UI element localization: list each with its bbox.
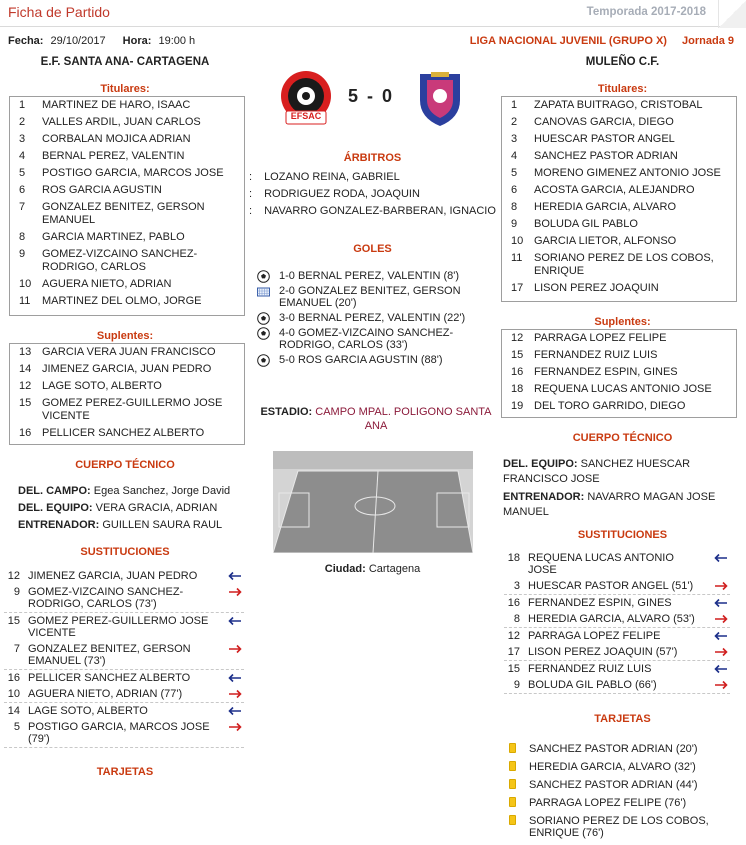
- list-item: 2 CANOVAS GARCIA, DIEGO: [511, 116, 674, 128]
- list-item: 3 HUESCAR PASTOR ANGEL (51'): [504, 578, 730, 594]
- player-name: PELLICER SANCHEZ ALBERTO: [42, 427, 205, 439]
- home-team-crest[interactable]: [278, 70, 334, 126]
- list-item: 16 PELLICER SANCHEZ ALBERTO: [19, 427, 205, 439]
- list-item: 11 SORIANO PEREZ DE LOS COBOS, ENRIQUE: [511, 252, 714, 277]
- player-name: BOLUDA GIL PABLO: [534, 218, 638, 230]
- list-item: 11 MARTINEZ DEL OLMO, JORGE: [19, 295, 202, 307]
- date-label: Fecha:: [8, 35, 44, 47]
- list-item: 12 PARRAGA LOPEZ FELIPE: [511, 332, 667, 344]
- substitution-out-icon: [228, 689, 242, 699]
- goals-list: [257, 270, 495, 369]
- list-item: 6 ACOSTA GARCIA, ALEJANDRO: [511, 184, 695, 196]
- player-name: MORENO GIMENEZ ANTONIO JOSE: [534, 167, 721, 179]
- player-name: ACOSTA GARCIA, ALEJANDRO: [534, 184, 695, 196]
- list-item: 18 REQUENA LUCAS ANTONIO JOSE: [511, 383, 712, 395]
- player-name: FERNANDEZ ESPIN, GINES: [534, 366, 678, 378]
- list-item: 6 ROS GARCIA AGUSTIN: [19, 184, 162, 196]
- yellow-card-icon: [509, 779, 516, 789]
- player-name: GARCIA LIETOR, ALFONSO: [534, 235, 677, 247]
- list-item: 9 GOMEZ-VIZCAINO SANCHEZ-RODRIGO, CARLOS (73'): [4, 584, 244, 612]
- staff-row: DEL. EQUIPO: SANCHEZ HUESCAR FRANCISCO JOSE: [503, 458, 691, 485]
- list-item: 16 PELLICER SANCHEZ ALBERTO: [4, 670, 244, 686]
- list-item: 8 HEREDIA GARCIA, ALVARO (53'): [504, 611, 730, 627]
- city-name: Cartagena: [368, 563, 421, 575]
- list-item: 18 REQUENA LUCAS ANTONIO JOSE: [504, 550, 730, 578]
- away-team-name: MULEÑO C.F.: [585, 56, 660, 68]
- list-item: : RODRIGUEZ RODA, JOAQUIN: [249, 188, 420, 200]
- home-team-name: E.F. SANTA ANA- CARTAGENA: [40, 56, 210, 68]
- list-item: SANCHEZ PASTOR ADRIAN (44'): [505, 779, 741, 791]
- stadium-label: ESTADIO:: [260, 406, 313, 418]
- substitution-out-icon: [714, 581, 728, 591]
- stadium-photo: [273, 451, 473, 553]
- list-item: 9 BOLUDA GIL PABLO (66'): [504, 677, 730, 693]
- yellow-card-icon: [509, 743, 516, 753]
- substitution-out-icon: [228, 644, 242, 654]
- player-name: MARTINEZ DE HARO, ISAAC: [42, 99, 191, 111]
- list-item: 14 JIMENEZ GARCIA, JUAN PEDRO: [19, 363, 212, 375]
- list-item: 1 ZAPATA BUITRAGO, CRISTOBAL: [511, 99, 703, 111]
- home-subs-title: Suplentes:: [96, 330, 154, 342]
- player-name: LISON PEREZ JOAQUIN: [534, 282, 659, 294]
- list-item: 1-0 BERNAL PEREZ, VALENTIN (8'): [257, 270, 495, 282]
- away-team-crest[interactable]: [414, 68, 466, 128]
- list-item: 7 GONZALEZ BENITEZ, GERSON EMANUEL (73'): [4, 641, 244, 669]
- list-item: 10 AGUERA NIETO, ADRIAN (77'): [4, 686, 244, 702]
- list-item: 16 FERNANDEZ ESPIN, GINES: [504, 595, 730, 611]
- away-staff-title: CUERPO TÉCNICO: [572, 432, 673, 444]
- season-label: Temporada 2017-2018: [586, 6, 706, 18]
- home-cards-title: TARJETAS: [96, 766, 154, 778]
- home-staff: [18, 484, 246, 533]
- staff-row: DEL. EQUIPO: VERA GRACIA, ADRIAN: [18, 502, 218, 514]
- list-item: 8 GARCIA MARTINEZ, PABLO: [19, 231, 185, 243]
- list-item: 7 GONZALEZ BENITEZ, GERSON EMANUEL: [19, 201, 205, 226]
- substitution-in-icon: [714, 664, 728, 674]
- list-item: 15 GOMEZ PEREZ-GUILLERMO JOSE VICENTE: [19, 397, 223, 422]
- home-changes-list: [4, 568, 244, 748]
- player-name: POSTIGO GARCIA, MARCOS JOSE: [42, 167, 224, 179]
- list-item: 15 FERNANDEZ RUIZ LUIS: [511, 349, 658, 361]
- player-name: LAGE SOTO, ALBERTO: [42, 380, 162, 392]
- substitution-in-icon: [228, 706, 242, 716]
- list-item: 12 LAGE SOTO, ALBERTO: [19, 380, 162, 392]
- away-cards-list: [505, 743, 741, 845]
- page-title: Ficha de Partido: [8, 4, 110, 20]
- competition-info: [470, 35, 734, 47]
- home-changes-title: SUSTITUCIONES: [80, 546, 170, 558]
- player-name: GARCIA MARTINEZ, PABLO: [42, 231, 185, 243]
- list-item: 16 FERNANDEZ ESPIN, GINES: [511, 366, 678, 378]
- list-item: 4 SANCHEZ PASTOR ADRIAN: [511, 150, 678, 162]
- away-crest-graphic: [414, 68, 466, 128]
- substitution-out-icon: [228, 722, 242, 732]
- stadium-info: [257, 405, 495, 433]
- list-item: 2-0 GONZALEZ BENITEZ, GERSON EMANUEL (20'): [257, 285, 495, 309]
- away-starters-title: Titulares:: [597, 83, 648, 95]
- list-item: 9 GOMEZ-VIZCAINO SANCHEZ-RODRIGO, CARLOS: [19, 248, 198, 273]
- list-item: 3 CORBALAN MOJICA ADRIAN: [19, 133, 191, 145]
- home-starters-list: [9, 96, 245, 316]
- player-name: ROS GARCIA AGUSTIN: [42, 184, 162, 196]
- substitution-in-icon: [714, 598, 728, 608]
- home-crest-text: EFSAC: [290, 111, 322, 121]
- goals-title: GOLES: [353, 243, 392, 255]
- player-name: JIMENEZ GARCIA, JUAN PEDRO: [42, 363, 212, 375]
- list-item: 4 BERNAL PEREZ, VALENTIN: [19, 150, 185, 162]
- player-name: REQUENA LUCAS ANTONIO JOSE: [534, 383, 712, 395]
- player-name: PARRAGA LOPEZ FELIPE: [534, 332, 667, 344]
- player-name: BERNAL PEREZ, VALENTIN: [42, 150, 185, 162]
- competition-name: LIGA NACIONAL JUVENIL (GRUPO X): [469, 35, 667, 47]
- player-name: CORBALAN MOJICA ADRIAN: [42, 133, 191, 145]
- substitution-in-icon: [714, 631, 728, 641]
- player-name: CANOVAS GARCIA, DIEGO: [534, 116, 674, 128]
- soccer-ball-icon: [257, 354, 270, 367]
- substitution-in-icon: [228, 673, 242, 683]
- substitution-out-icon: [228, 587, 242, 597]
- time-label: Hora:: [122, 35, 152, 47]
- list-item: 10 AGUERA NIETO, ADRIAN: [19, 278, 172, 290]
- list-item: 4-0 GOMEZ-VIZCAINO SANCHEZ-RODRIGO, CARLOS (33'): [257, 327, 495, 351]
- away-cards-title: TARJETAS: [594, 713, 651, 725]
- city-label: Ciudad:: [324, 563, 366, 575]
- home-starters-title: Titulares:: [100, 83, 150, 95]
- list-item: 2 VALLES ARDIL, JUAN CARLOS: [19, 116, 201, 128]
- staff-row: DEL. CAMPO: Egea Sanchez, Jorge David: [18, 485, 231, 497]
- referees-list: [249, 169, 499, 220]
- list-item: 14 LAGE SOTO, ALBERTO: [4, 703, 244, 719]
- away-changes-list: [504, 550, 730, 694]
- goal-scorer: GONZALEZ BENITEZ, GERSON EMANUEL (20'): [279, 285, 461, 309]
- match-date-time: [8, 35, 195, 47]
- substitution-in-icon: [228, 571, 242, 581]
- away-changes-title: SUSTITUCIONES: [577, 529, 668, 541]
- referees-title: ÁRBITROS: [343, 152, 402, 164]
- goal-scorer: GOMEZ-VIZCAINO SANCHEZ-RODRIGO, CARLOS (33'): [279, 327, 454, 351]
- staff-row: ENTRENADOR: NAVARRO MAGAN JOSE MANUEL: [503, 491, 716, 518]
- player-name: DEL TORO GARRIDO, DIEGO: [534, 400, 686, 412]
- list-item: 3-0 BERNAL PEREZ, VALENTIN (22'): [257, 312, 495, 324]
- page-curl-corner: [718, 0, 746, 28]
- match-time: 19:00 h: [158, 35, 196, 47]
- player-name: MARTINEZ DEL OLMO, JORGE: [42, 295, 202, 307]
- yellow-card-icon: [509, 761, 516, 771]
- substitution-out-icon: [714, 614, 728, 624]
- match-score: 5 - 0: [348, 86, 395, 106]
- list-item: SORIANO PEREZ DE LOS COBOS, ENRIQUE (76'): [505, 815, 741, 839]
- list-item: 12 PARRAGA LOPEZ FELIPE: [504, 628, 730, 644]
- player-name: SANCHEZ PASTOR ADRIAN: [534, 150, 678, 162]
- away-subs-title: Suplentes:: [594, 316, 651, 328]
- home-subs-list: [9, 343, 245, 445]
- substitution-out-icon: [714, 647, 728, 657]
- pitch-graphic: [273, 451, 473, 553]
- away-starters-list: [501, 96, 737, 302]
- list-item: 17 LISON PEREZ JOAQUIN: [511, 282, 659, 294]
- match-date: 29/10/2017: [50, 35, 106, 47]
- player-name: GARCIA VERA JUAN FRANCISCO: [42, 346, 216, 358]
- list-item: 5 POSTIGO GARCIA, MARCOS JOSE: [19, 167, 224, 179]
- list-item: 9 BOLUDA GIL PABLO: [511, 218, 638, 230]
- list-item: : NAVARRO GONZALEZ-BARBERAN, IGNACIO: [249, 205, 496, 217]
- substitution-in-icon: [714, 553, 728, 563]
- yellow-card-icon: [509, 797, 516, 807]
- player-name: AGUERA NIETO, ADRIAN: [42, 278, 172, 290]
- substitution-in-icon: [228, 616, 242, 626]
- substitution-out-icon: [714, 680, 728, 690]
- stadium-name[interactable]: CAMPO MPAL. POLIGONO SANTA ANA: [315, 406, 492, 432]
- city-info: [250, 563, 495, 575]
- player-name: GOMEZ-VIZCAINO SANCHEZ-RODRIGO, CARLOS: [42, 248, 198, 273]
- player-name: GOMEZ PEREZ-GUILLERMO JOSE VICENTE: [42, 397, 223, 422]
- list-item: 17 LISON PEREZ JOAQUIN (57'): [504, 644, 730, 660]
- list-item: 13 GARCIA VERA JUAN FRANCISCO: [19, 346, 216, 358]
- soccer-ball-icon: [257, 270, 270, 283]
- list-item: 8 HEREDIA GARCIA, ALVARO: [511, 201, 677, 213]
- away-subs-list: [501, 329, 737, 418]
- list-item: 12 JIMENEZ GARCIA, JUAN PEDRO: [4, 568, 244, 584]
- list-item: SANCHEZ PASTOR ADRIAN (20'): [505, 743, 741, 755]
- list-item: 19 DEL TORO GARRIDO, DIEGO: [511, 400, 686, 412]
- yellow-card-icon: [509, 815, 516, 825]
- list-item: 15 FERNANDEZ RUIZ LUIS: [504, 661, 730, 677]
- player-name: HEREDIA GARCIA, ALVARO: [534, 201, 677, 213]
- soccer-ball-icon: [257, 327, 270, 340]
- goal-scorer: BERNAL PEREZ, VALENTIN (22'): [297, 312, 466, 324]
- soccer-ball-icon: [257, 312, 270, 325]
- player-name: ZAPATA BUITRAGO, CRISTOBAL: [534, 99, 703, 111]
- list-item: 3 HUESCAR PASTOR ANGEL: [511, 133, 675, 145]
- goal-scorer: ROS GARCIA AGUSTIN (88'): [297, 354, 443, 366]
- list-item: HEREDIA GARCIA, ALVARO (32'): [505, 761, 741, 773]
- player-name: GONZALEZ BENITEZ, GERSON EMANUEL: [42, 201, 205, 226]
- list-item: 15 GOMEZ PEREZ-GUILLERMO JOSE VICENTE: [4, 613, 244, 641]
- list-item: 1 MARTINEZ DE HARO, ISAAC: [19, 99, 191, 111]
- goal-net-icon: [257, 285, 270, 298]
- list-item: 5 POSTIGO GARCIA, MARCOS JOSE (79'): [4, 719, 244, 747]
- goal-scorer: BERNAL PEREZ, VALENTIN (8'): [297, 270, 459, 282]
- home-staff-title: CUERPO TÉCNICO: [75, 459, 175, 471]
- away-staff: [503, 457, 739, 520]
- list-item: 5-0 ROS GARCIA AGUSTIN (88'): [257, 354, 495, 366]
- player-name: VALLES ARDIL, JUAN CARLOS: [42, 116, 201, 128]
- player-name: SORIANO PEREZ DE LOS COBOS, ENRIQUE: [534, 252, 714, 277]
- list-item: 10 GARCIA LIETOR, ALFONSO: [511, 235, 677, 247]
- round-label: Jornada 9: [682, 35, 734, 47]
- player-name: HUESCAR PASTOR ANGEL: [534, 133, 675, 145]
- list-item: PARRAGA LOPEZ FELIPE (76'): [505, 797, 741, 809]
- staff-row: ENTRENADOR: GUILLEN SAURA RAUL: [18, 519, 223, 531]
- player-name: FERNANDEZ RUIZ LUIS: [534, 349, 658, 361]
- list-item: 5 MORENO GIMENEZ ANTONIO JOSE: [511, 167, 721, 179]
- list-item: : LOZANO REINA, GABRIEL: [249, 171, 400, 183]
